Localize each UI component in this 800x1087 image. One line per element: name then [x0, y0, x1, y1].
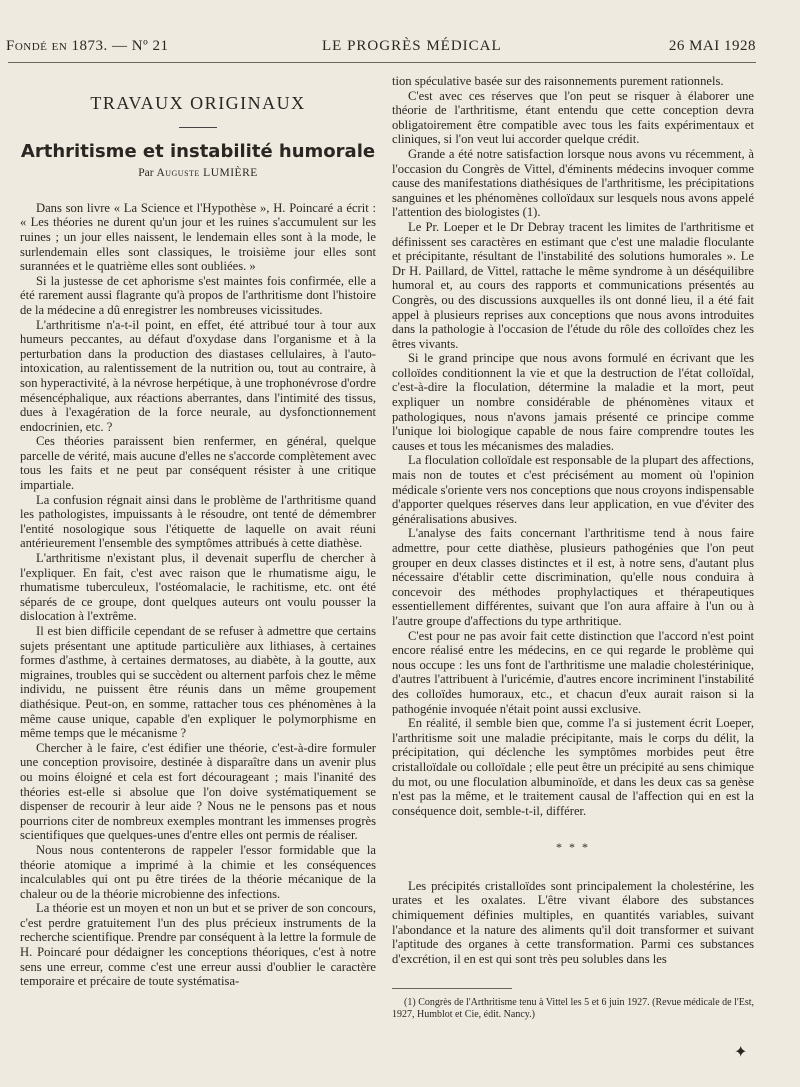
- paragraph: Chercher à le faire, c'est édifier une théorie, c'est-à-dire formuler une conception provisoire, destinée à disparaître dans un avenir plus ou moins éloigné et cela est fort décourageant ; mais l'inanité des théories est-elle si absolue que l'on doive systématiquement se dispenser de recourir à leur aide ? Nous ne le pensons pas et nous pourrions citer de nombreux exemples montrant les immenses progrès scientifiques que quelques-unes d'entre elles ont permis de réaliser.: [20, 740, 376, 843]
- header-rule: [8, 62, 756, 63]
- paragraph: L'arthritisme n'existant plus, il devenait superflu de chercher à l'expliquer. En fait, c'est avec raison que le rhumatisme aigu, le rhumatisme tuberculeux, l'ostéomalacie, le rachitisme, etc. ont été séparés de ce groupe, dont quelques auteurs ont voulu pousser la dislocation à l'extrême.: [20, 551, 376, 624]
- journal-name: LE PROGRÈS MÉDICAL: [322, 38, 502, 54]
- paragraph: Le Pr. Loeper et le Dr Debray tracent les limites de l'arthritisme et définissent ses caractères en estimant que c'est une maladie floculante et précipitante, résultant de l'instabilité des solutions humorales ». Le Dr H. Paillard, de Vittel, rattache le même syndrome à un déséquilibre humoral et, au cours des rapports et communications présentés au Congrès, ou des discussions auxquelles ils ont donné lieu, il a été fait appel à plusieurs reprises aux conceptions que nous avons introduites dans la pathologie à l'occasion de l'étude du rôle des colloïdes chez les êtres vivants.: [392, 219, 754, 351]
- paragraph: Si le grand principe que nous avons formulé en écrivant que les colloïdes conditionnent la vie et que la destruction de l'état colloïdal, c'est-à-dire la floculation, détermine la maladie et la mort, peut expliquer un nombre considérable de phénomènes vitaux et pathologiques, nous n'avons jamais présenté ce principe comme l'unique loi biologique capable de nous faire comprendre toutes les causes et tous les mécanismes des maladies.: [392, 351, 754, 453]
- byline-prefix: Par: [138, 167, 154, 180]
- paragraph: Ces théories paraissent bien renfermer, en général, quelque parcelle de vérité, mais aucune d'elles ne s'accorde complètement avec tous les faits et ne peut par conséquent résister à une critique impartiale.: [20, 434, 376, 493]
- right-column: [392, 74, 754, 1021]
- section-asterism: * * *: [556, 840, 590, 855]
- paragraph: L'arthritisme n'a-t-il point, en effet, été attribué tour à tour aux humeurs peccantes, au défaut d'oxydase dans l'organisme et à la perturbation dans la production des diastases cellulaires, à l'auto-intoxication, au ralentissement de la nutrition ou, tout au contraire, à son hyperactivité, à la névrose herpétique, à une trophonévrose d'ordre mésencéphalique, aux réactions aberrantes, dans l'intimité des tissus, dues à l'exagération de la force neurale, au dysfonctionnement endocrinien, etc. ?: [20, 317, 376, 434]
- paragraph: Dans son livre « La Science et l'Hypothèse », H. Poincaré a écrit : « Les théories ne durent qu'un jour et les ruines s'accumulent sur les ruines ; un jour elles naissent, le lendemain elles sont à la mode, le surlendemain elles sont classiques, le troisième jour elles sont surannées et le quatrième elles sont oubliées. »: [20, 200, 376, 274]
- paragraph: La confusion régnait ainsi dans le problème de l'arthritisme quand les pathologistes, impuissants à le résoudre, ont tenté de démembrer l'entité nosologique sous l'étiquette de laquelle on avait réuni antérieurement l'ensemble des symptômes attribués à cette diathèse.: [20, 492, 376, 551]
- paragraph: Grande a été notre satisfaction lorsque nous avons vu récemment, à l'occasion du Congrès de Vittel, d'éminents médecins invoquer comme cause des manifestations diathésiques de l'arthritisme, les précipitations sanguines et les phénomènes colloïdaux sur lesquels nous avons appelé l'attention des biologistes (1).: [392, 146, 754, 220]
- paragraph: En réalité, il semble bien que, comme l'a si justement écrit Loeper, l'arthritisme soit une maladie précipitante, mais le corps du délit, la précipitation, qui déclenche les symptômes morbides peut être cristalloïdale ou colloïdale ; elle peut être un précipité au sens chimique du mot, ou une floculation albuminoïde, et dans les deux cas sa genèse n'est pas la même, et le traitement causal de l'affection qui en est la conséquence doit, semble-t-il, différer.: [392, 716, 754, 818]
- section-title: TRAVAUX ORIGINAUX: [90, 93, 306, 113]
- paragraph: La floculation colloïdale est responsable de la plupart des affections, mais non de toutes et c'est précisément au moment où l'opinion médicale s'oriente vers nos conceptions que nous croyons indispensable d'apporter quelques réserves dans leur application, en vue d'éviter des généralisations abusives.: [392, 453, 754, 526]
- paragraph: C'est avec ces réserves que l'on peut se risquer à élaborer une théorie de l'arthritisme, étant entendu que cette conception devra obligatoirement être compatible avec tous les faits expérimentaux et cliniques, si l'on veut lui accorder quelque crédit.: [392, 88, 754, 147]
- footnote: (1) Congrès de l'Arthritisme tenu à Vittel les 5 et 6 juin 1927. (Revue médicale de l'Est, 1927, Humblot et Cie, édit. Nancy.): [392, 997, 754, 1021]
- paragraph: Si la justesse de cet aphorisme s'est maintes fois confirmée, elle a été rarement aussi flagrante qu'à propos de l'arthritisme dont l'histoire de la médecine a dû enregistrer les nombreuses vicissitudes.: [20, 273, 376, 317]
- paragraph: Il est bien difficile cependant de se refuser à admettre que certains sujets présentant une aptitude particulière aux lithiases, à certaines formes d'asthme, à certaines dermatoses, au diabète, à la goutte, aux migraines, troubles qui se succèdent ou alternent parfois chez le même individu, ne puissent être réunis dans un même groupement diathésique. Peut-on, en somme, rattacher tous ces phénomènes à la même cause unique, capable d'en expliquer le polymorphisme en même temps que le mécanisme ?: [20, 624, 376, 741]
- issue-date: 26 MAI 1928: [668, 38, 756, 54]
- author-name: Auguste LUMIÈRE: [156, 167, 258, 180]
- running-header: [6, 38, 756, 60]
- title-rule: [179, 127, 217, 128]
- paragraph: L'analyse des faits concernant l'arthritisme tend à nous faire admettre, pour cette diathèse, plusieurs pathogénies que l'on peut grouper en deux classes distinctes et il est, à notre sens, d'autant plus nécessaire d'établir cette discrimination, qu'elle nous conduira à concevoir des méthodes prophylactiques et thérapeutiques essentiellement différentes, suivant que l'on aura affaire à l'un ou à l'autre groupe d'affections du type arthritique.: [392, 526, 754, 628]
- article-title: Arthritisme et instabilité humorale: [20, 140, 376, 162]
- left-column: [20, 74, 376, 989]
- paragraph: Les précipités cristalloïdes sont principalement la cholestérine, les urates et les oxalates. L'être vivant élabore des substances chimiquement définies multiples, en quantités variables, suivant l'abondance et la nature des aliments qu'il doit transformer et suivant l'aptitude des organes à cette transformation. Parmi ces substances d'excrétion, il en est qui sont très peu solubles dans les: [392, 878, 754, 966]
- ornament-icon: ✦: [734, 1044, 748, 1061]
- paragraph: Nous nous contenterons de rappeler l'essor formidable que la théorie atomique a imprimé à la chimie et les conséquences incalculables qui ont pu être tirées de la théorie mécanique de la chaleur ou de la théorie microbienne des infections.: [20, 842, 376, 901]
- founded-issue-label: Fondé en 1873. — Nº 21: [6, 38, 169, 54]
- byline: [20, 166, 376, 181]
- footnote-rule: [392, 988, 512, 989]
- paragraph-continued: tion spéculative basée sur des raisonnements purement rationnels.: [392, 74, 724, 88]
- paragraph: C'est pour ne pas avoir fait cette distinction que l'accord n'est point encore réalisé entre les médecins, en ce qui regarde le problème qui nous occupe : les uns font de l'arthritisme une maladie cholestérinique, d'autres l'attribuent à l'uricémie, d'autres encore incriminent l'instabilité des colloïdes humoraux, etc., et chacun d'eux aurait raison si la pathogénie invoquée n'était point aussi exclusive.: [392, 628, 754, 716]
- paragraph: La théorie est un moyen et non un but et se priver de son concours, c'est perdre gratuitement l'un des plus précieux instruments de la recherche scientifique. Prendre par conséquent à la lettre la formule de H. Poincaré pour dédaigner les conceptions théoriques, c'est à notre sens une erreur, comme c'est une erreur aussi d'oublier le caractère temporaire et précaire de toute systématisa-: [20, 901, 376, 989]
